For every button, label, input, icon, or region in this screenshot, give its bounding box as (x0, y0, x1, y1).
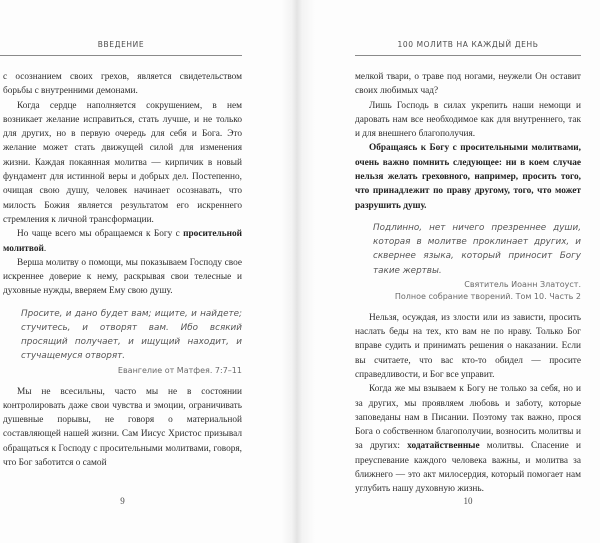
right-running-header (355, 0, 581, 56)
paragraph (355, 382, 581, 494)
left-page (0, 0, 297, 543)
paragraph (355, 141, 581, 212)
quote-attribution-line: Святитель Иоанн Златоуст. (464, 279, 581, 289)
left-running-header (0, 0, 242, 56)
text-run: Когда же мы взываем к Богу не только за себя, но и за других, мы проявляем любовь и заботу, которые заповеданы нам в Писании. Поэтому так важно, прося Бога о собственном благополучии, возносить молитвы и за других: (355, 384, 581, 452)
text-run: Нельзя, осуждая, из злости или из зависти, просить наслать беды на тех, кто вам не по нраву. Только Бог вправе судить и принимать решения о наказании. Если вы считаете, что вас кто-то обидел — просите справедливости, и Бог все управит. (355, 312, 581, 380)
paragraph (355, 70, 581, 99)
paragraph (3, 256, 242, 299)
right-running-header-title: 100 МОЛИТВ НА КАЖДЫЙ ДЕНЬ (397, 40, 539, 49)
text-run: с осознанием своих грехов, является свидетельством борьбы с внутренними демонами. (3, 72, 242, 97)
text-run: мелкой твари, о траве под ногами, неужели Он оставит своих любимых чад? (355, 72, 581, 97)
bold-text-run: Обращаясь к Богу с просительными молитвами, очень важно помнить следующее: ни в коем случае нельзя желать греховного, например, просить того, что принадлежит по праву другому, того, что может разрушить душу. (355, 143, 581, 211)
text-run: молитвы. Спасение и преуспевание каждого человека важны, и молитва за ближнего — это акт милосердия, который помогает нам углубить нашу духовную жизнь. (355, 441, 581, 494)
text-run: . (43, 243, 47, 254)
bold-text-run: ходатайственные (407, 441, 480, 452)
left-page-number: 9 (3, 496, 242, 507)
text-run: Но чаще всего мы обращаемся к Богу с (17, 229, 184, 240)
right-page (303, 0, 600, 543)
text-run: Верша молитву о помощи, мы показываем Господу свое искреннее доверие к нему, раскрывая свои телесные и духовные нужды, вверяем Ему свою душу. (3, 257, 242, 297)
left-page-body (3, 70, 242, 470)
left-running-header-title: ВВЕДЕНИЕ (97, 40, 145, 49)
bold-text-run: просительной молитвой (3, 229, 242, 254)
quote-attribution-line: Евангелие от Матфея. 7:7–11 (117, 365, 242, 375)
paragraph (355, 311, 581, 382)
text-run: Мы не всесильны, часто мы не в состоянии контролировать даже свои чувства и эмоции, ограничивать душевные порывы, не говоря о материальной составляющей нашей жизни. Сам Иисус Христос призывал обращаться к Господу с просительными молитвами, говоря, что Бог заботится о самой (3, 386, 242, 469)
text-run: Лишь Господь в силах укрепить наши немощи и даровать нам все необходимое как для внутреннего, так и для внешнего благополучия. (355, 100, 581, 140)
paragraph (3, 227, 242, 256)
right-page-body (355, 70, 581, 494)
quote-attribution (3, 365, 242, 377)
scripture-quote: Подлинно, нет ничего презреннее души, которая в молитве проклинает других, и сквернее языка, который приносит Богу такие жертвы. (373, 222, 581, 276)
scripture-quote: Просите, и дано будет вам; ищите, и найдете; стучитесь, и отворят вам. Ибо всякий просящий получает, и ищущий находит, и стучащемуся отворят. (21, 308, 242, 362)
text-run: Когда сердце наполняется сокрушением, в нем возникает желание исправиться, стать лучше, и не только для других, но в первую очередь для себя и Бога. Это желание может стать движущей силой для изменения жизни. Каждая покаянная молитва — кирпичик в новый фундамент для истинной веры и добрых дел. Постепенно, очищая свою душу, человек начинает осознавать, что милость Божия является результатом его искреннего стремления к личной трансформации. (3, 100, 242, 225)
paragraph (3, 99, 242, 228)
paragraph (3, 385, 242, 471)
paragraph (3, 70, 242, 99)
quote-attribution (355, 279, 581, 303)
right-page-number: 10 (355, 496, 581, 507)
quote-attribution-line: Полное собрание творений. Том 10. Часть 2 (394, 291, 581, 301)
paragraph (355, 99, 581, 142)
